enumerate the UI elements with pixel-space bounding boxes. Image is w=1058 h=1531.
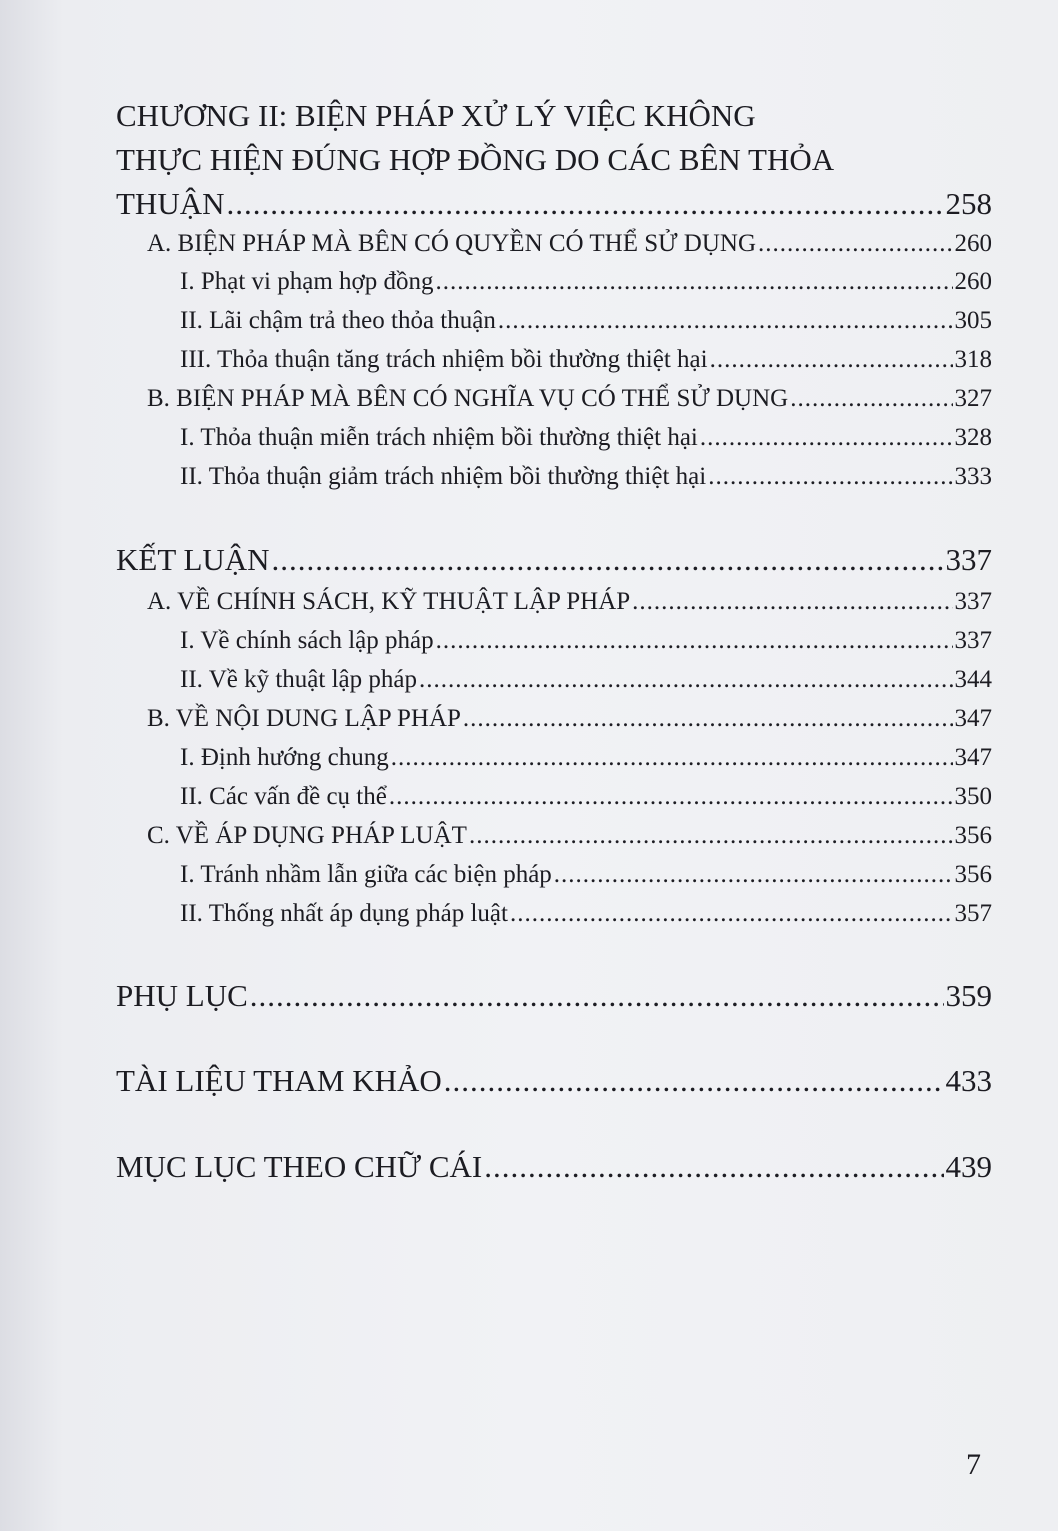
leader-dots	[700, 424, 953, 452]
toc-entry-label: I. Định hướng chung	[180, 744, 389, 771]
toc-entry[interactable]	[147, 822, 992, 850]
toc-entry[interactable]	[147, 588, 992, 616]
toc-entry-label: A. VỀ CHÍNH SÁCH, KỸ THUẬT LẬP PHÁP	[147, 588, 631, 615]
toc-entry-label: KẾT LUẬN	[116, 542, 270, 577]
leader-dots	[710, 346, 953, 374]
toc-entry-label: PHỤ LỤC	[116, 978, 248, 1013]
toc-entry[interactable]	[180, 346, 992, 374]
toc-entry-page: 359	[945, 978, 992, 1013]
chapter-heading-line: CHƯƠNG II: BIỆN PHÁP XỬ LÝ VIỆC KHÔNG	[116, 98, 756, 133]
toc-entry-page: 337	[945, 542, 992, 577]
toc-entry-page: 328	[954, 424, 992, 451]
leader-dots	[469, 822, 953, 850]
leader-dots	[250, 978, 944, 1014]
toc-entry-page: 347	[954, 705, 992, 732]
toc-entry-label: II. Lãi chậm trả theo thỏa thuận	[180, 307, 496, 334]
leader-dots	[419, 666, 953, 694]
toc-entry-page: 344	[954, 666, 992, 693]
toc-entry[interactable]	[180, 861, 992, 889]
toc-entry[interactable]	[116, 1149, 992, 1185]
toc-entry-page: 337	[954, 588, 992, 615]
toc-entry-page: 350	[954, 783, 992, 810]
toc-entry[interactable]	[116, 978, 992, 1014]
toc-entry[interactable]	[180, 424, 992, 452]
toc-entry-page: 260	[954, 230, 992, 257]
toc-entry[interactable]	[147, 705, 992, 733]
toc-entry-label: B. VỀ NỘI DUNG LẬP PHÁP	[147, 705, 461, 732]
toc-entry-label: I. Thỏa thuận miễn trách nhiệm bồi thường thiệt hại	[180, 424, 698, 451]
page-number: 7	[966, 1448, 981, 1481]
toc-entry[interactable]	[116, 542, 992, 578]
toc-entry-label: III. Thỏa thuận tăng trách nhiệm bồi thường thiệt hại	[180, 346, 708, 373]
toc-entry-page: 347	[954, 744, 992, 771]
toc-entry[interactable]	[180, 744, 992, 772]
toc-entry-page: 305	[954, 307, 992, 334]
leader-dots	[554, 861, 953, 889]
toc-entry-page: 333	[954, 463, 992, 490]
toc-entry-label: II. Thỏa thuận giảm trách nhiệm bồi thường thiệt hại	[180, 463, 707, 490]
leader-dots	[463, 705, 953, 733]
toc-entry-page: 258	[945, 186, 992, 221]
toc-entry[interactable]	[180, 900, 992, 928]
toc-entry[interactable]	[116, 1063, 992, 1099]
toc-entry-label: I. Về chính sách lập pháp	[180, 627, 434, 654]
leader-dots	[758, 230, 952, 258]
leader-dots	[272, 542, 944, 578]
toc-entry[interactable]	[180, 463, 992, 491]
leader-dots	[389, 783, 953, 811]
toc-entry-page: 337	[954, 627, 992, 654]
leader-dots	[708, 463, 952, 491]
leader-dots	[436, 627, 953, 655]
toc-entry[interactable]	[147, 385, 992, 413]
toc-entry-label: THUẬN	[116, 186, 225, 221]
toc-entry-page: 327	[954, 385, 992, 412]
toc-entry-label: MỤC LỤC THEO CHỮ CÁI	[116, 1149, 483, 1184]
toc-entry-label: II. Các vấn đề cụ thể	[180, 783, 387, 810]
toc-entry-page: 433	[945, 1063, 992, 1098]
toc-entry[interactable]	[180, 666, 992, 694]
toc-entry-label: TÀI LIỆU THAM KHẢO	[116, 1063, 442, 1098]
toc-entry-label: C. VỀ ÁP DỤNG PHÁP LUẬT	[147, 822, 467, 849]
leader-dots	[498, 307, 953, 335]
leader-dots	[632, 588, 952, 616]
toc-entry-label: I. Phạt vi phạm hợp đồng	[180, 268, 434, 295]
chapter-heading-line: THỰC HIỆN ĐÚNG HỢP ĐỒNG DO CÁC BÊN THỎA	[116, 142, 835, 177]
toc-entry-label: II. Thống nhất áp dụng pháp luật	[180, 900, 508, 927]
toc-entry[interactable]	[180, 783, 992, 811]
toc-entry-page: 260	[954, 268, 992, 295]
leader-dots	[484, 1149, 943, 1185]
leader-dots	[435, 268, 952, 296]
toc-entry-page: 439	[945, 1149, 992, 1184]
leader-dots	[510, 900, 953, 928]
leader-dots	[391, 744, 953, 772]
toc-entry-label: A. BIỆN PHÁP MÀ BÊN CÓ QUYỀN CÓ THỂ SỬ DỤNG	[147, 230, 757, 257]
toc-entry-page: 357	[954, 900, 992, 927]
toc-entry[interactable]	[180, 268, 992, 296]
leader-dots	[444, 1063, 944, 1099]
toc-entry-label: II. Về kỹ thuật lập pháp	[180, 666, 417, 693]
toc-entry[interactable]	[116, 186, 992, 222]
toc-entry[interactable]	[147, 230, 992, 258]
toc-entry[interactable]	[180, 627, 992, 655]
leader-dots	[790, 385, 952, 413]
toc-entry-page: 356	[954, 861, 992, 888]
toc-entry[interactable]	[180, 307, 992, 335]
leader-dots	[227, 186, 944, 222]
toc-entry-page: 356	[954, 822, 992, 849]
toc-entry-label: B. BIỆN PHÁP MÀ BÊN CÓ NGHĨA VỤ CÓ THỂ SỬ DỤNG	[147, 385, 789, 412]
toc-entry-label: I. Tránh nhầm lẫn giữa các biện pháp	[180, 861, 552, 888]
toc-entry-page: 318	[954, 346, 992, 373]
